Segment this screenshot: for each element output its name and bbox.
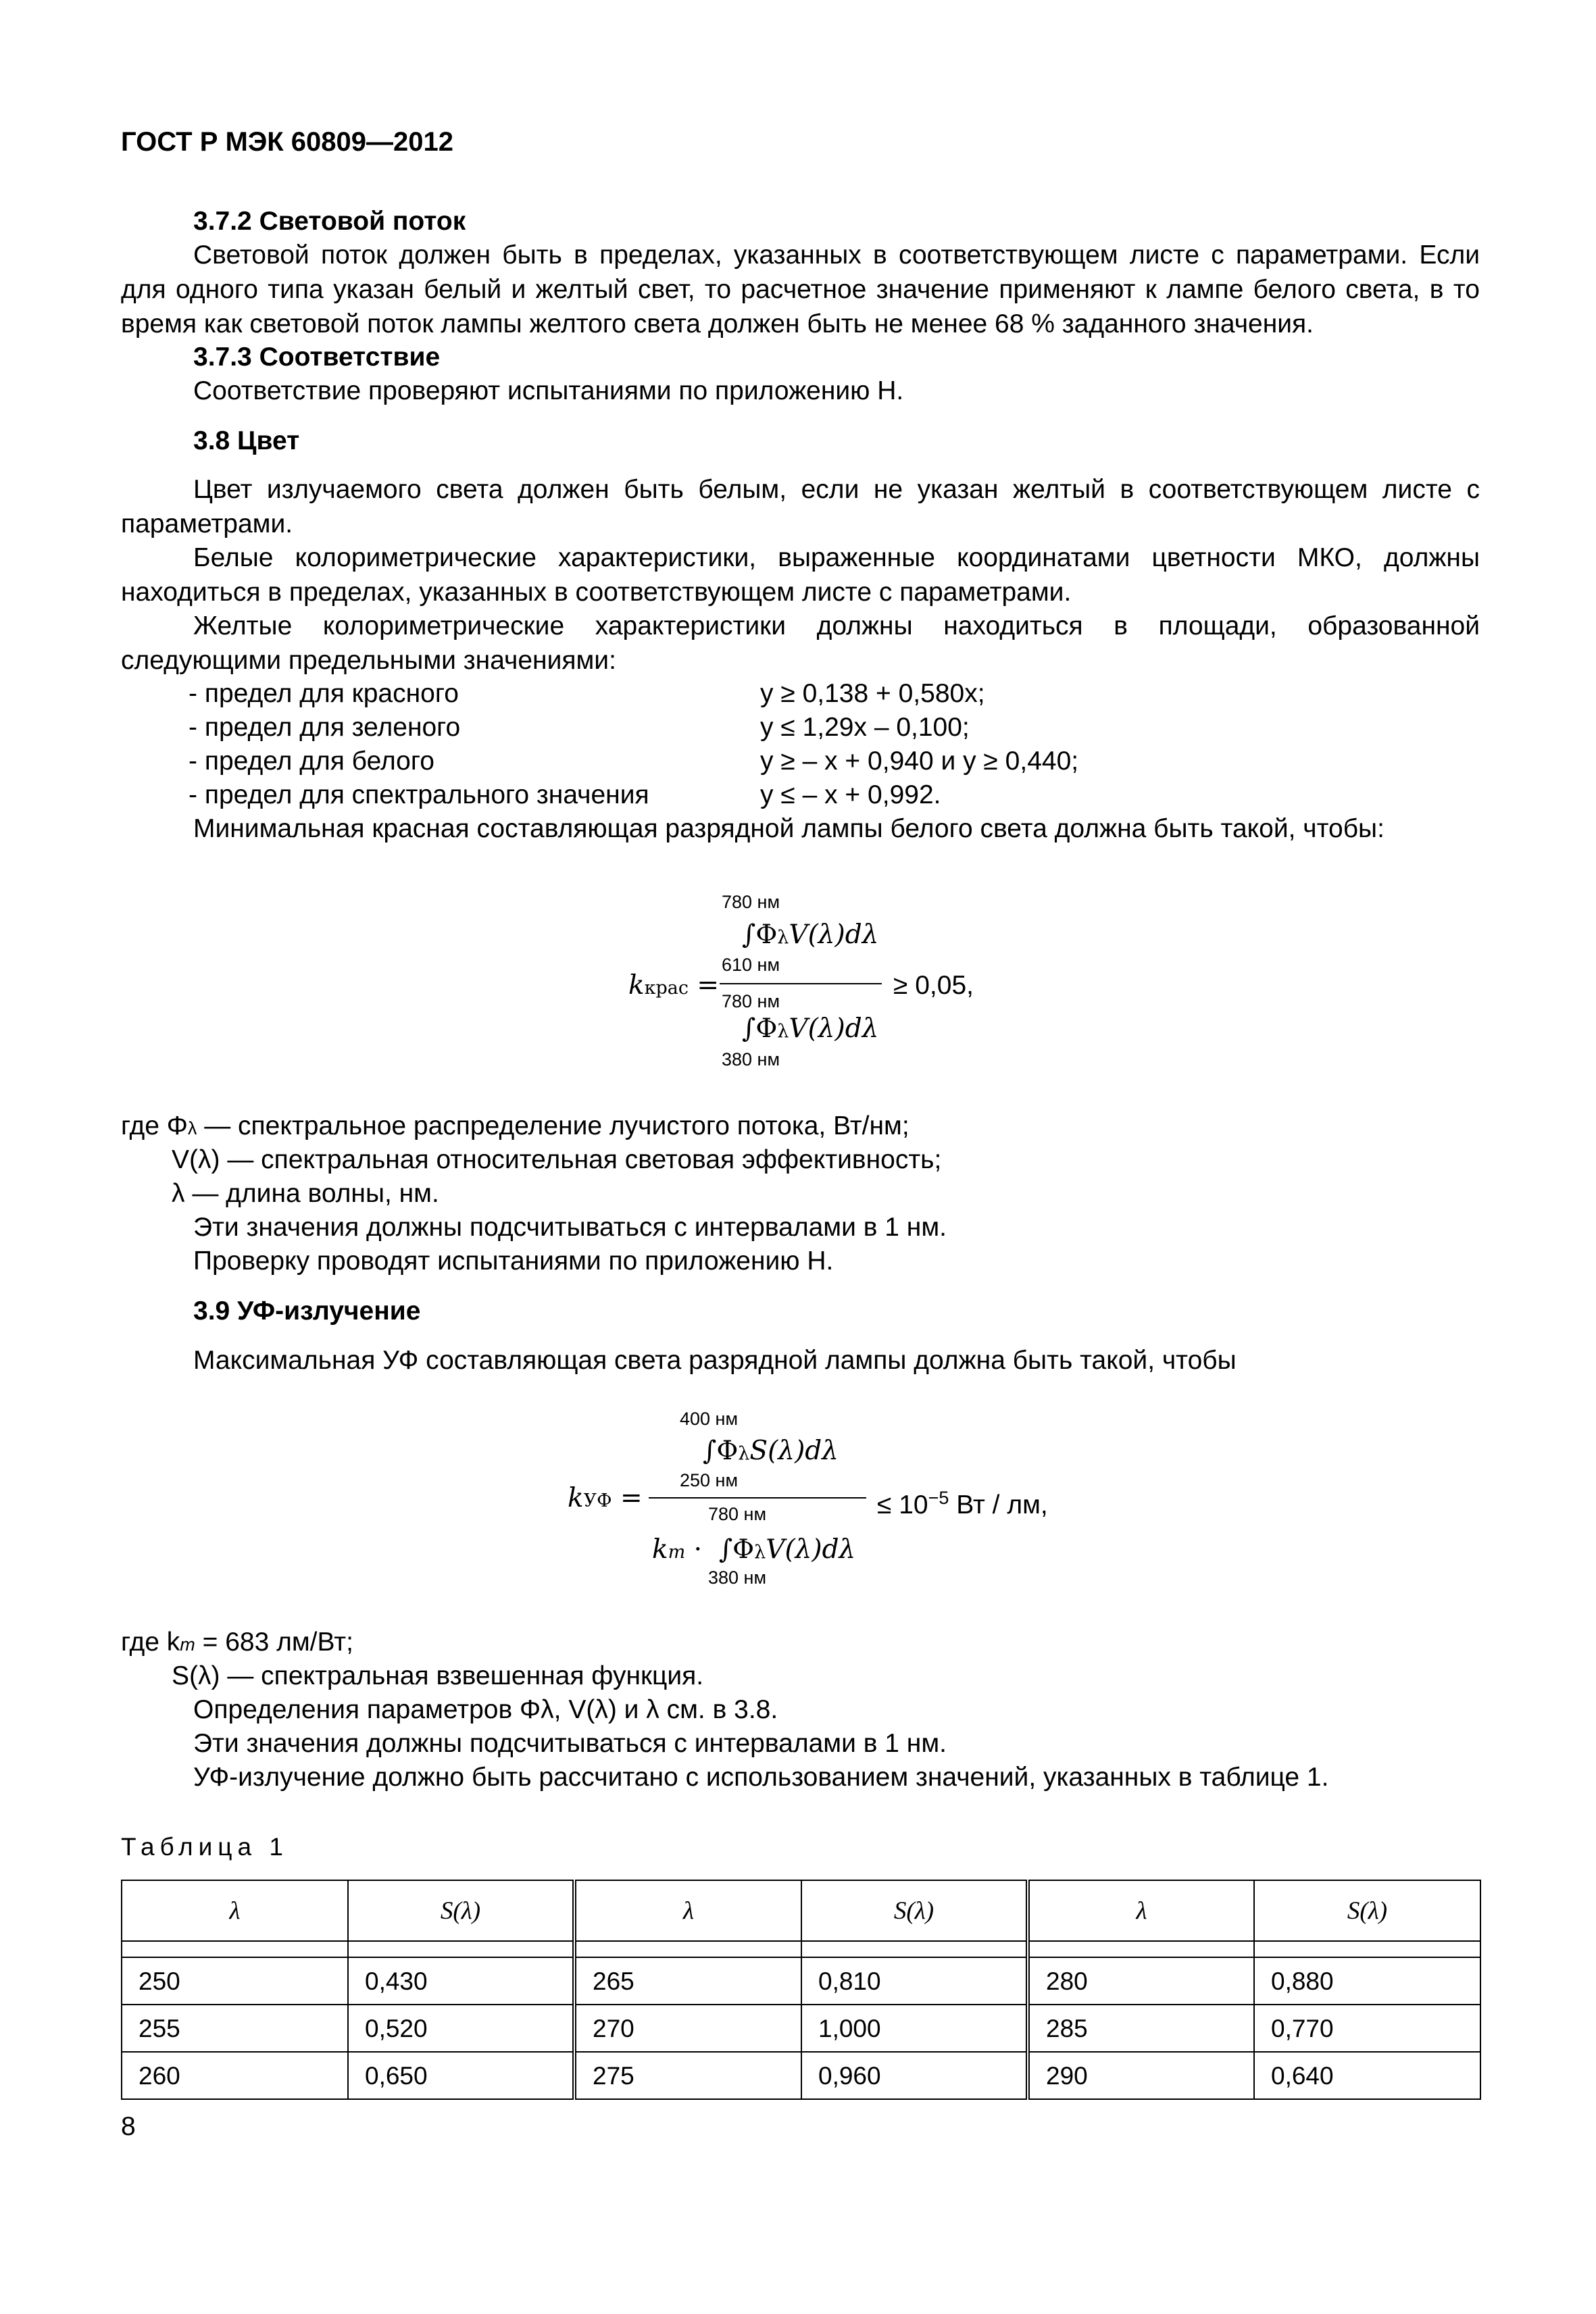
table-cell: 275: [574, 2052, 801, 2099]
denominator: ∫ΦλV(λ)dλ: [742, 1013, 879, 1044]
integral-upper-limit: 780 нм: [722, 892, 780, 912]
section-3-8-paragraph: Минимальная красная составляющая разрядной лампы белого света должна быть такой, чтобы:: [193, 814, 1385, 843]
integral-upper-limit: 400 нм: [680, 1409, 739, 1429]
section-3-8-paragraph: Желтые колориметрические характеристики должны находиться в площади, образованной следующими предельными значениями:: [121, 611, 1480, 675]
limit-expression: y ≤ – x + 0,992.: [760, 780, 941, 809]
table-cell: 0,810: [801, 1957, 1028, 2005]
table-cell: 0,430: [348, 1957, 574, 2005]
table-cell: 285: [1028, 2005, 1254, 2052]
limit-expression: y ≥ – x + 0,940 и y ≥ 0,440;: [760, 747, 1079, 776]
table-header-cell: S(λ): [801, 1880, 1028, 1941]
table-cell: 290: [1028, 2052, 1254, 2099]
section-3-8-paragraph: Эти значения должны подсчитываться с интервалами в 1 нм.: [193, 1213, 947, 1242]
fraction-bar: [720, 983, 882, 984]
table-cell: 250: [122, 1957, 348, 2005]
table-spacer-cell: [122, 1941, 348, 1957]
table-row: [122, 2052, 1480, 2099]
table-spacer-row: [122, 1941, 1480, 1957]
section-3-9-title: 3.9 УФ-излучение: [193, 1297, 421, 1326]
formula-rhs: ≤ $10^{-5}$ Вт / лм,: [877, 1488, 1048, 1519]
limit-expression: y ≤ 1,29x – 0,100;: [760, 713, 970, 742]
integral-upper-limit: 780 нм: [722, 991, 780, 1011]
table-row: [122, 1957, 1480, 2005]
table-cell: 0,770: [1254, 2005, 1480, 2052]
table-cell: 280: [1028, 1957, 1254, 2005]
table-cell: 255: [122, 2005, 348, 2052]
denominator: km · ∫ΦλV(λ)dλ: [652, 1534, 856, 1565]
section-3-8-paragraph: Цвет излучаемого света должен быть белым, если не указан желтый в соответствующем листе с параметрами.: [121, 475, 1480, 538]
section-3-8-paragraph: Проверку проводят испытаниями по приложению Н.: [193, 1247, 834, 1276]
integral-lower-limit: 380 нм: [722, 1049, 780, 1070]
section-3-9-paragraph: Эти значения должны подсчитываться с интервалами в 1 нм.: [193, 1729, 947, 1758]
numerator: ∫ΦλV(λ)dλ: [742, 920, 879, 950]
table-spacer-cell: [1254, 1941, 1480, 1957]
definition: λ — длина волны, нм.: [172, 1179, 439, 1208]
table-header-cell: S(λ): [348, 1880, 574, 1941]
limit-expression: y ≥ 0,138 + 0,580x;: [760, 679, 985, 708]
table-cell: 270: [574, 2005, 801, 2052]
table-row: [122, 2005, 1480, 2052]
limit-label: - предел для красного: [189, 679, 459, 708]
fraction-bar: [649, 1497, 866, 1499]
section-3-7-3-title: 3.7.3 Соответствие: [193, 343, 441, 372]
table-cell: 0,640: [1254, 2052, 1480, 2099]
integral-lower-limit: 610 нм: [722, 955, 780, 975]
table-cell: 0,520: [348, 2005, 574, 2052]
integral-upper-limit: 780 нм: [708, 1504, 767, 1524]
table-cell: 0,880: [1254, 1957, 1480, 2005]
limit-label: - предел для зеленого: [189, 713, 461, 742]
table-header-cell: S(λ): [1254, 1880, 1480, 1941]
table-header-cell: λ: [574, 1880, 801, 1941]
table-spacer-cell: [348, 1941, 574, 1957]
definition: где km = 683 лм/Вт;: [121, 1628, 353, 1657]
document-id: ГОСТ Р МЭК 60809—2012: [121, 127, 454, 157]
formula-rhs: ≥ 0,05,: [893, 971, 974, 1000]
section-3-7-3-text: Соответствие проверяют испытаниями по приложению Н.: [193, 376, 904, 405]
integral-lower-limit: 380 нм: [708, 1567, 767, 1588]
section-3-7-2-text: Световой поток должен быть в пределах, указанных в соответствующем листе с параметрами. Если для одного типа указан белый и желтый свет, то расчетное значение применяют к лампе белого света, в то время как световой поток лампы желтого света должен быть не менее 68 % заданного значения.: [121, 241, 1480, 338]
table-cell: 260: [122, 2052, 348, 2099]
table-cell: 0,960: [801, 2052, 1028, 2099]
table-1: [121, 1880, 1481, 2100]
formula-lhs: kУФ =: [568, 1483, 643, 1513]
section-3-9-paragraph: Максимальная УФ составляющая света разрядной лампы должна быть такой, чтобы: [193, 1346, 1237, 1375]
numerator: ∫ΦλS(λ)dλ: [703, 1436, 839, 1466]
table-header-cell: λ: [122, 1880, 348, 1941]
definition: где Φλ — спектральное распределение лучистого потока, Вт/нм;: [121, 1111, 909, 1140]
section-3-7-2-title: 3.7.2 Световой поток: [193, 207, 466, 236]
definition: S(λ) — спектральная взвешенная функция.: [172, 1661, 704, 1690]
section-3-8-paragraph: Белые колориметрические характеристики, выраженные координатами цветности МКО, должны находиться в пределах, указанных в соответствующем листе с параметрами.: [121, 543, 1480, 607]
table-header-row: [122, 1880, 1480, 1941]
limit-label: - предел для спектрального значения: [189, 780, 649, 809]
table-header-cell: λ: [1028, 1880, 1254, 1941]
table-spacer-cell: [1028, 1941, 1254, 1957]
definition: V(λ) — спектральная относительная световая эффективность;: [172, 1145, 942, 1174]
table-cell: 0,650: [348, 2052, 574, 2099]
table-caption: Таблица 1: [121, 1833, 289, 1861]
table-cell: 1,000: [801, 2005, 1028, 2052]
table-spacer-cell: [801, 1941, 1028, 1957]
table-spacer-cell: [574, 1941, 801, 1957]
section-3-9-paragraph: Определения параметров Φλ, V(λ) и λ см. в 3.8.: [193, 1695, 778, 1724]
table-cell: 265: [574, 1957, 801, 2005]
section-3-8-title: 3.8 Цвет: [193, 426, 300, 455]
limit-label: - предел для белого: [189, 747, 434, 776]
section-3-9-paragraph: УФ-излучение должно быть рассчитано с использованием значений, указанных в таблице 1.: [193, 1763, 1329, 1792]
integral-lower-limit: 250 нм: [680, 1470, 739, 1490]
page-number: 8: [121, 2112, 136, 2141]
formula-lhs: kкрас =: [628, 970, 720, 1001]
